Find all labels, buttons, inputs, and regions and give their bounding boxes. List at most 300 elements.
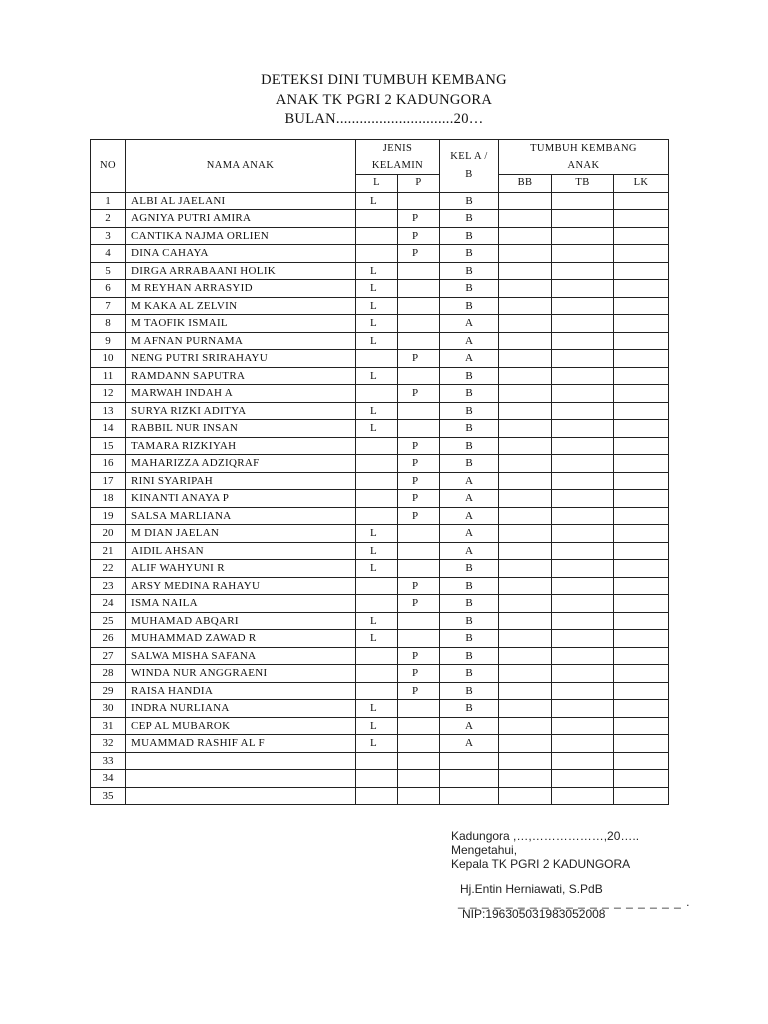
row-gender-p: P [398, 245, 440, 263]
row-kel: B [440, 367, 499, 385]
row-kel: A [440, 542, 499, 560]
row-tb [552, 472, 614, 490]
table-row [91, 735, 669, 753]
row-kel: A [440, 472, 499, 490]
row-lk [614, 507, 669, 525]
row-bb [499, 210, 552, 228]
row-gender-l: L [356, 420, 398, 438]
row-gender-l [356, 682, 398, 700]
row-gender-p: P [398, 210, 440, 228]
row-tb [552, 402, 614, 420]
row-name: AGNIYA PUTRI AMIRA [126, 210, 356, 228]
row-gender-l [356, 595, 398, 613]
row-lk [614, 665, 669, 683]
row-tb [552, 542, 614, 560]
row-tb [552, 577, 614, 595]
row-lk [614, 595, 669, 613]
row-no: 28 [91, 665, 126, 683]
header-growth: TUMBUH KEMBANG ANAK [499, 140, 669, 175]
row-lk [614, 297, 669, 315]
table-row [91, 612, 669, 630]
row-no: 19 [91, 507, 126, 525]
row-no: 20 [91, 525, 126, 543]
row-gender-p [398, 262, 440, 280]
row-no: 35 [91, 787, 126, 805]
row-no: 16 [91, 455, 126, 473]
row-name [126, 752, 356, 770]
row-kel: B [440, 437, 499, 455]
table-row [91, 577, 669, 595]
row-no: 24 [91, 595, 126, 613]
row-no: 34 [91, 770, 126, 788]
row-lk [614, 350, 669, 368]
row-lk [614, 437, 669, 455]
row-tb [552, 297, 614, 315]
row-gender-l [356, 245, 398, 263]
row-lk [614, 560, 669, 578]
row-tb [552, 787, 614, 805]
row-gender-l: L [356, 542, 398, 560]
row-lk [614, 700, 669, 718]
header-gender: JENIS KELAMIN [356, 140, 440, 175]
row-bb [499, 647, 552, 665]
table-row [91, 490, 669, 508]
row-gender-l: L [356, 367, 398, 385]
row-gender-p: P [398, 437, 440, 455]
row-kel [440, 787, 499, 805]
row-bb [499, 472, 552, 490]
row-no: 30 [91, 700, 126, 718]
row-gender-l: L [356, 525, 398, 543]
row-lk [614, 717, 669, 735]
row-kel: A [440, 315, 499, 333]
row-lk [614, 490, 669, 508]
row-name: MAHARIZZA ADZIQRAF [126, 455, 356, 473]
row-gender-p [398, 192, 440, 210]
table-row [91, 437, 669, 455]
row-gender-l: L [356, 315, 398, 333]
row-tb [552, 210, 614, 228]
row-no: 7 [91, 297, 126, 315]
row-name: RAISA HANDIA [126, 682, 356, 700]
row-gender-l [356, 647, 398, 665]
row-name: ISMA NAILA [126, 595, 356, 613]
row-name: MUHAMMAD ZAWAD R [126, 630, 356, 648]
table-row [91, 630, 669, 648]
row-gender-p [398, 402, 440, 420]
row-lk [614, 542, 669, 560]
row-bb [499, 612, 552, 630]
row-tb [552, 455, 614, 473]
row-gender-p: P [398, 682, 440, 700]
row-gender-p [398, 735, 440, 753]
row-no: 21 [91, 542, 126, 560]
header-bb: BB [499, 175, 552, 193]
row-no: 5 [91, 262, 126, 280]
row-kel: B [440, 455, 499, 473]
row-tb [552, 332, 614, 350]
row-bb [499, 437, 552, 455]
row-lk [614, 770, 669, 788]
row-kel: B [440, 245, 499, 263]
row-gender-l: L [356, 612, 398, 630]
row-gender-l [356, 437, 398, 455]
row-kel: B [440, 262, 499, 280]
row-gender-p [398, 612, 440, 630]
row-gender-l: L [356, 262, 398, 280]
row-tb [552, 595, 614, 613]
row-tb [552, 227, 614, 245]
row-tb [552, 262, 614, 280]
row-gender-p: P [398, 595, 440, 613]
header-no: NO [91, 140, 126, 193]
row-lk [614, 367, 669, 385]
row-kel: B [440, 665, 499, 683]
row-gender-l: L [356, 280, 398, 298]
header-kel: KEL A / B [440, 140, 499, 193]
row-tb [552, 280, 614, 298]
row-kel: B [440, 192, 499, 210]
document-month: BULAN..............................20… [284, 111, 484, 127]
row-name [126, 770, 356, 788]
row-bb [499, 770, 552, 788]
row-bb [499, 245, 552, 263]
row-no: 14 [91, 420, 126, 438]
row-gender-l: L [356, 735, 398, 753]
row-lk [614, 630, 669, 648]
row-bb [499, 630, 552, 648]
row-no: 4 [91, 245, 126, 263]
row-gender-p [398, 560, 440, 578]
row-gender-p: P [398, 350, 440, 368]
row-name: ALBI AL JAELANI [126, 192, 356, 210]
row-gender-l [356, 472, 398, 490]
row-gender-p [398, 280, 440, 298]
row-gender-l [356, 577, 398, 595]
row-no: 3 [91, 227, 126, 245]
row-bb [499, 507, 552, 525]
row-name: M TAOFIK ISMAIL [126, 315, 356, 333]
header-lk: LK [614, 175, 669, 193]
row-no: 12 [91, 385, 126, 403]
row-name: SALWA MISHA SAFANA [126, 647, 356, 665]
row-name: M KAKA AL ZELVIN [126, 297, 356, 315]
row-no: 27 [91, 647, 126, 665]
row-no: 9 [91, 332, 126, 350]
row-name: WINDA NUR ANGGRAENI [126, 665, 356, 683]
table-row [91, 402, 669, 420]
row-kel: B [440, 630, 499, 648]
row-lk [614, 735, 669, 753]
row-kel: B [440, 700, 499, 718]
row-lk [614, 682, 669, 700]
table-row [91, 700, 669, 718]
row-tb [552, 700, 614, 718]
row-gender-l [356, 787, 398, 805]
row-no: 22 [91, 560, 126, 578]
row-bb [499, 315, 552, 333]
row-no: 15 [91, 437, 126, 455]
row-tb [552, 735, 614, 753]
row-lk [614, 210, 669, 228]
row-kel: A [440, 490, 499, 508]
row-tb [552, 245, 614, 263]
table-row [91, 420, 669, 438]
table-row [91, 297, 669, 315]
row-lk [614, 472, 669, 490]
row-name: CANTIKA NAJMA ORLIEN [126, 227, 356, 245]
row-name: DIRGA ARRABAANI HOLIK [126, 262, 356, 280]
row-name: AIDIL AHSAN [126, 542, 356, 560]
row-name: MARWAH INDAH A [126, 385, 356, 403]
row-bb [499, 227, 552, 245]
row-gender-l [356, 507, 398, 525]
row-kel: B [440, 595, 499, 613]
row-lk [614, 245, 669, 263]
table-row [91, 367, 669, 385]
row-gender-l: L [356, 717, 398, 735]
row-name: NENG PUTRI SRIRAHAYU [126, 350, 356, 368]
row-lk [614, 525, 669, 543]
row-tb [552, 385, 614, 403]
row-lk [614, 647, 669, 665]
row-name: SURYA RIZKI ADITYA [126, 402, 356, 420]
row-gender-p: P [398, 455, 440, 473]
row-gender-p [398, 700, 440, 718]
row-name: M AFNAN PURNAMA [126, 332, 356, 350]
row-gender-l [356, 752, 398, 770]
row-lk [614, 787, 669, 805]
row-bb [499, 455, 552, 473]
table-row [91, 770, 669, 788]
row-name: TAMARA RIZKIYAH [126, 437, 356, 455]
row-bb [499, 577, 552, 595]
row-kel: B [440, 297, 499, 315]
table-row [91, 752, 669, 770]
table-row [91, 560, 669, 578]
signature-place-date: Kadungora ,…,………………,20….. [451, 829, 640, 843]
row-gender-p [398, 717, 440, 735]
row-gender-p [398, 332, 440, 350]
row-no: 1 [91, 192, 126, 210]
row-name: MUHAMAD ABQARI [126, 612, 356, 630]
row-bb [499, 420, 552, 438]
row-no: 8 [91, 315, 126, 333]
row-gender-l [356, 227, 398, 245]
row-bb [499, 490, 552, 508]
row-kel: B [440, 612, 499, 630]
row-lk [614, 192, 669, 210]
row-tb [552, 560, 614, 578]
table-row [91, 227, 669, 245]
row-name [126, 787, 356, 805]
row-lk [614, 752, 669, 770]
row-gender-p: P [398, 227, 440, 245]
row-kel: B [440, 280, 499, 298]
row-gender-l [356, 350, 398, 368]
row-name: CEP AL MUBAROK [126, 717, 356, 735]
row-no: 32 [91, 735, 126, 753]
row-bb [499, 192, 552, 210]
row-gender-p [398, 752, 440, 770]
row-bb [499, 525, 552, 543]
table-row [91, 717, 669, 735]
header-gender-l: L [356, 175, 398, 193]
row-name: M REYHAN ARRASYID [126, 280, 356, 298]
row-name: ARSY MEDINA RAHAYU [126, 577, 356, 595]
row-gender-p: P [398, 577, 440, 595]
row-lk [614, 455, 669, 473]
row-kel: B [440, 385, 499, 403]
row-lk [614, 577, 669, 595]
table-row [91, 525, 669, 543]
table-row [91, 192, 669, 210]
table-row [91, 665, 669, 683]
row-bb [499, 402, 552, 420]
row-no: 31 [91, 717, 126, 735]
row-gender-l: L [356, 402, 398, 420]
document-title: DETEKSI DINI TUMBUH KEMBANG [261, 72, 507, 88]
table-row [91, 280, 669, 298]
row-gender-l: L [356, 332, 398, 350]
row-bb [499, 787, 552, 805]
row-kel: A [440, 525, 499, 543]
row-gender-l: L [356, 297, 398, 315]
row-gender-p: P [398, 385, 440, 403]
table-row [91, 315, 669, 333]
row-tb [552, 490, 614, 508]
row-tb [552, 437, 614, 455]
row-gender-p [398, 525, 440, 543]
row-gender-l: L [356, 192, 398, 210]
row-lk [614, 402, 669, 420]
row-name: KINANTI ANAYA P [126, 490, 356, 508]
document-subtitle: ANAK TK PGRI 2 KADUNGORA [275, 92, 493, 108]
row-gender-l [356, 490, 398, 508]
row-tb [552, 420, 614, 438]
row-no: 25 [91, 612, 126, 630]
row-kel: B [440, 402, 499, 420]
row-tb [552, 507, 614, 525]
row-name: ALIF WAHYUNI R [126, 560, 356, 578]
row-tb [552, 665, 614, 683]
table-row [91, 262, 669, 280]
row-gender-l [356, 385, 398, 403]
table-row [91, 787, 669, 805]
row-bb [499, 280, 552, 298]
row-name: INDRA NURLIANA [126, 700, 356, 718]
row-bb [499, 735, 552, 753]
row-kel: B [440, 420, 499, 438]
row-no: 33 [91, 752, 126, 770]
table-row [91, 595, 669, 613]
table-row [91, 682, 669, 700]
row-bb [499, 717, 552, 735]
row-gender-l [356, 770, 398, 788]
row-tb [552, 717, 614, 735]
row-gender-p: P [398, 665, 440, 683]
row-no: 13 [91, 402, 126, 420]
row-name: SALSA MARLIANA [126, 507, 356, 525]
row-lk [614, 280, 669, 298]
row-lk [614, 612, 669, 630]
row-kel: B [440, 560, 499, 578]
row-tb [552, 612, 614, 630]
row-kel: A [440, 717, 499, 735]
table-row [91, 210, 669, 228]
row-kel [440, 752, 499, 770]
row-tb [552, 752, 614, 770]
row-kel: B [440, 577, 499, 595]
row-gender-p [398, 297, 440, 315]
row-name: RABBIL NUR INSAN [126, 420, 356, 438]
row-bb [499, 367, 552, 385]
row-no: 17 [91, 472, 126, 490]
row-gender-p: P [398, 472, 440, 490]
row-tb [552, 630, 614, 648]
row-lk [614, 315, 669, 333]
row-kel: B [440, 682, 499, 700]
row-name: MUAMMAD RASHIF AL F [126, 735, 356, 753]
row-gender-l: L [356, 560, 398, 578]
row-tb [552, 315, 614, 333]
row-bb [499, 542, 552, 560]
row-bb [499, 682, 552, 700]
signature-line: _ _ _ _ _ _ _ _ _ _ _ _ _ _ _ _ _ _ _ . [458, 895, 691, 909]
row-kel: A [440, 735, 499, 753]
row-lk [614, 227, 669, 245]
row-kel: A [440, 332, 499, 350]
row-bb [499, 350, 552, 368]
row-lk [614, 385, 669, 403]
row-kel: B [440, 647, 499, 665]
row-name: RAMDANN SAPUTRA [126, 367, 356, 385]
row-lk [614, 420, 669, 438]
row-tb [552, 647, 614, 665]
table-body [91, 192, 669, 805]
row-bb [499, 665, 552, 683]
row-no: 11 [91, 367, 126, 385]
table-row [91, 455, 669, 473]
student-table [90, 139, 669, 805]
row-lk [614, 262, 669, 280]
row-gender-p [398, 315, 440, 333]
row-bb [499, 560, 552, 578]
row-no: 10 [91, 350, 126, 368]
row-bb [499, 700, 552, 718]
row-bb [499, 385, 552, 403]
row-no: 23 [91, 577, 126, 595]
row-gender-l [356, 210, 398, 228]
row-no: 6 [91, 280, 126, 298]
row-no: 18 [91, 490, 126, 508]
row-gender-p: P [398, 507, 440, 525]
header-name: NAMA ANAK [126, 140, 356, 193]
row-gender-p [398, 630, 440, 648]
signature-acknowledged: Mengetahui, [451, 843, 518, 857]
row-gender-p [398, 787, 440, 805]
row-bb [499, 332, 552, 350]
row-tb [552, 367, 614, 385]
row-no: 29 [91, 682, 126, 700]
row-name: RINI SYARIPAH [126, 472, 356, 490]
row-gender-p: P [398, 490, 440, 508]
row-kel: B [440, 227, 499, 245]
row-bb [499, 297, 552, 315]
row-gender-p [398, 420, 440, 438]
table-row [91, 245, 669, 263]
row-gender-p: P [398, 647, 440, 665]
